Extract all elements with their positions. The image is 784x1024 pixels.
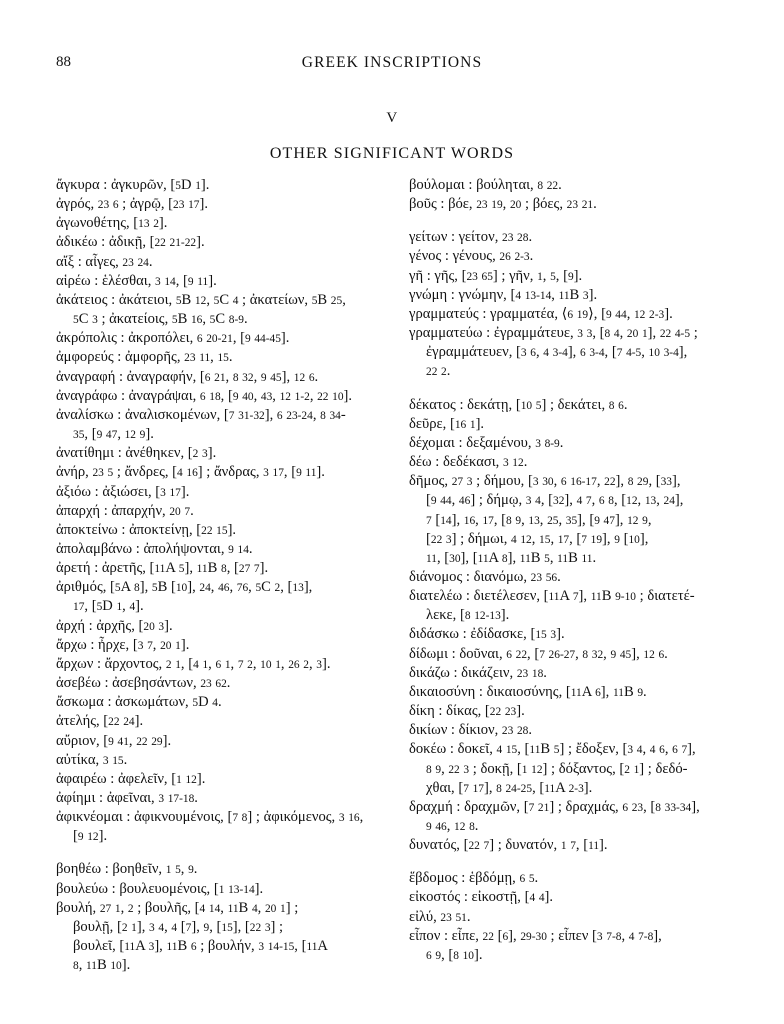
index-entry-line: γραμματεύω : ἐγραμμάτευε, 3 3, [8 4, 20 1], 22 4-5 ; [409,325,698,342]
index-entry-line: [9 44, 46] ; δήμῳ, 3 4, [32], 4 7, 6 8, [12, 13, 24], [426,492,684,509]
index-entry-line: ἀνατίθημι : ἀνέθηκεν, [2 3]. [56,445,217,462]
index-entry-line: ἀκρόπολις : ἀκροπόλει, 6 20-21, [9 44-45]. [56,330,290,347]
entry-group-gap [56,846,375,860]
index-entry-line: ἀφαιρέω : ἀφελεῖν, [1 12]. [56,770,206,787]
index-entry-line: ἀτελής, [22 24]. [56,713,144,730]
index-entry-line: χθαι, [7 17], 8 24-25, [11A 2-3]. [426,779,593,796]
index-entry [56,368,375,387]
index-entry [409,908,728,927]
right-column [409,176,728,975]
index-entry-line: γένος : γένους, 26 2-3. [409,248,534,265]
index-entry [56,176,375,195]
index-entry-line: δικάζω : δικάζειν, 23 18. [409,664,547,681]
index-entry [409,453,728,472]
index-entry-line: ἀνήρ, 23 5 ; ἄνδρες, [4 16] ; ἄνδρας, 3 17, [9 11]. [56,464,325,481]
index-entry [56,559,375,578]
index-entry-line: αὔριον, [9 41, 22 29]. [56,732,172,749]
index-entry [56,406,375,444]
index-entry-line: γῆ : γῆς, [23 65] ; γῆν, 1, 5, [9]. [409,267,583,284]
index-entry [409,645,728,664]
index-entry [409,740,728,797]
section-title: OTHER SIGNIFICANT WORDS [269,145,515,162]
index-entry-line: δοκέω : δοκεῖ, 4 15, [11B 5] ; ἔδοξεν, [3 4, 4 6, 6 7], [409,741,696,758]
index-entry-line: ἀμφορεύς : ἀμφορῆς, 23 11, 15. [56,349,233,366]
index-entry [409,587,728,625]
index-entry-line: δῆμος, 27 3 ; δήμου, [3 30, 6 16-17, 22], 8 29, [33], [409,473,681,490]
index-entry [56,444,375,463]
left-column [56,176,375,975]
index-entry [56,880,375,899]
index-entry-line: ἀγωνοθέτης, [13 2]. [56,215,168,232]
index-entry [409,869,728,888]
index-entry-line: δικίων : δίκιον, 23 28. [409,722,533,739]
index-entry [56,732,375,751]
index-entry-line: δραχμή : δραχμῶν, [7 21] ; δραχμάς, 6 23, [8 33-34], [409,798,700,815]
index-entry [56,674,375,693]
index-entry-line: ἄγκυρα : ἀγκυρῶν, [5D 1]. [56,177,210,193]
index-entry [56,195,375,214]
index-entry [409,434,728,453]
index-entry-line: ἀγρός, 23 6 ; ἀγρῷ, [23 17]. [56,196,208,213]
index-entry-line: ἀρχή : ἀρχῆς, [20 3]. [56,617,173,634]
index-columns [56,176,728,975]
index-entry [409,927,728,965]
index-entry-line: βουλῇ, [2 1], 3 4, 4 [7], 9, [15], [22 3] ; [73,918,284,935]
index-entry-line: βοῦς : βόε, 23 19, 20 ; βόες, 23 21. [409,196,597,213]
index-entry-line: 8, 11B 10]. [73,957,131,974]
index-entry-line: ἀκάτειος : ἀκάτειοι, 5B 12, 5C 4 ; ἀκατείων, 5B 25, [56,291,346,308]
index-entry-line: ἄσκωμα : ἀσκωμάτων, 5D 4. [56,694,222,711]
index-entry [56,253,375,272]
index-entry-line: διάνομος : διανόμω, 23 56. [409,568,561,585]
index-entry [409,176,728,195]
index-entry [56,751,375,770]
index-entry-line: ἀποκτείνω : ἀποκτείνῃ, [22 15]. [56,521,237,538]
index-entry [409,472,728,568]
index-entry [56,329,375,348]
entry-group-gap [409,214,728,228]
index-entry-line: βοηθέω : βοηθεῖν, 1 5, 9. [56,861,198,878]
index-entry [409,228,728,247]
index-entry [409,195,728,214]
index-entry [409,625,728,644]
index-entry-line: δίδωμι : δοῦναι, 6 22, [7 26-27, 8 32, 9 45], 12 6. [409,645,668,662]
index-entry-line: βούλομαι : βούληται, 8 22. [409,177,562,193]
index-entry [409,702,728,721]
index-entry [409,396,728,415]
running-head [56,54,728,74]
index-entry [409,683,728,702]
index-entry-line: βουλεῖ, [11A 3], 11B 6 ; βουλήν, 3 14-15, [11A [73,938,328,955]
index-entry-line: 9 46, 12 8. [426,818,479,834]
index-entry-line: εἶπον : εἶπε, 22 [6], 29-30 ; εἶπεν [3 7-8, 4 7-8], [409,927,662,944]
index-entry-line: βουλεύω : βουλευομένοις, [1 13-14]. [56,880,264,897]
index-entry-line: ἄρχων : ἄρχοντος, 2 1, [4 1, 6 1, 7 2, 10 1, 26 2, 3]. [56,655,331,672]
index-entry-line: [22 3] ; δήμωι, 4 12, 15, 17, [7 19], 9 [10], [426,530,649,547]
index-entry [56,521,375,540]
index-entry [56,463,375,482]
index-entry [56,899,375,976]
index-entry [409,664,728,683]
index-entry-line: γνώμη : γνώμην, [4 13-14, 11B 3]. [409,286,598,303]
index-entry-line: ἀρετή : ἀρετῆς, [11A 5], 11B 8, [27 7]. [56,560,269,577]
index-entry [56,483,375,502]
index-entry [56,712,375,731]
index-entry [409,888,728,907]
index-entry [56,502,375,521]
index-entry-line: δέκατος : δεκάτῃ, [10 5] ; δεκάτει, 8 6. [409,396,628,413]
index-entry-line: δέχομαι : δεξαμένου, 3 8-9. [409,434,564,451]
index-entry-line: αἱρέω : ἑλέσθαι, 3 14, [9 11]. [56,272,217,289]
index-entry-line: εἰκοστός : εἰκοστῇ, [4 4]. [409,889,554,906]
index-entry-line: γραμματεύς : γραμματέα, ⟨6 19⟩, [9 44, 12 2-3]. [409,305,673,322]
index-entry-line: ἀφίημι : ἀφεῖναι, 3 17-18. [56,790,198,806]
index-entry-line: εἰλύ, 23 51. [409,908,471,925]
index-entry [56,636,375,655]
index-entry-line: δικαιοσύνη : δικαιοσύνης, [11A 6], 11B 9. [409,683,647,700]
index-entry [56,770,375,789]
index-entry-line: 6 9, [8 10]. [426,946,483,963]
index-entry [409,721,728,740]
index-entry [56,291,375,329]
index-entry [56,272,375,291]
index-entry-line: ἀναγράφω : ἀναγράψαι, 6 18, [9 40, 43, 12 1-2, 22 10]. [56,387,353,404]
index-entry-line: ἀσεβέω : ἀσεβησάντων, 23 62. [56,675,231,692]
index-entry-line: διατελέω : διετέλεσεν, [11A 7], 11B 9-10 ; διατετέ- [409,588,695,605]
index-entry-line: ἀναλίσκω : ἀναλισκομένων, [7 31-32], 6 23-24, 8 34- [56,406,346,423]
index-entry [56,540,375,559]
index-entry-line: ἀπολαμβάνω : ἀπολήψονται, 9 14. [56,540,253,557]
entry-group-gap [409,382,728,396]
index-entry-line: δέω : δεδέκασι, 3 12. [409,454,528,471]
index-entry [409,836,728,855]
index-entry [56,387,375,406]
index-entry [56,860,375,879]
section-number: V [386,110,398,126]
index-entry [409,305,728,324]
index-entry-line: ἀφικνέομαι : ἀφικνουμένοις, [7 8] ; ἀφικόμενος, 3 16, [56,809,364,826]
index-entry-line: ἀναγραφή : ἀναγραφήν, [6 21, 8 32, 9 45], 12 6. [56,368,319,385]
page-folio: 88 [56,54,71,70]
index-entry [56,214,375,233]
index-entry-line: 11, [30], [11A 8], 11B 5, 11B 11. [426,549,597,566]
index-entry [409,247,728,266]
index-entry-line: 17, [5D 1, 4]. [73,598,144,615]
index-entry-line: διδάσκω : ἐδίδασκε, [15 3]. [409,626,565,643]
entry-group-gap [409,855,728,869]
index-entry-line: ἀριθμός, [5A 8], 5B [10], 24, 46, 76, 5C 2, [13], [56,579,313,596]
index-entry [56,578,375,616]
running-head-title: GREEK INSCRIPTIONS [301,54,483,71]
index-entry [56,655,375,674]
index-entry-line: 22 2. [426,363,451,380]
index-entry [409,798,728,836]
index-entry [56,808,375,846]
index-entry [56,617,375,636]
index-entry-line: 5C 3 ; ἀκατείοις, 5B 16, 5C 8-9. [73,311,248,328]
index-entry-line: ἐγραμμάτευεν, [3 6, 4 3-4], 6 3-4, [7 4-5, 10 3-4], [426,344,688,361]
index-entry-line: 35, [9 47, 12 9]. [73,426,154,443]
index-entry-line: ἕβδομος : ἑβδόμῃ, 6 5. [409,870,539,887]
index-entry [56,348,375,367]
index-entry [409,324,728,381]
index-entry-line: ἄρχω : ἦρχε, [3 7, 20 1]. [56,636,190,653]
index-entry [56,789,375,808]
index-entry-line: 7 [14], 16, 17, [8 9, 13, 25, 35], [9 47], 12 9, [426,511,652,528]
index-entry-line: λεκε, [8 12-13]. [426,607,510,624]
index-entry-line: [9 12]. [73,828,108,845]
index-entry-line: ἀπαρχή : ἀπαρχήν, 20 7. [56,502,194,519]
index-entry [409,286,728,305]
index-entry-line: δεῦρε, [16 1]. [409,415,485,432]
index-entry-line: δυνατός, [22 7] ; δυνατόν, 1 7, [11]. [409,837,608,854]
index-entry-line: ἀδικέω : ἀδικῇ, [22 21-22]. [56,234,205,251]
index-entry [409,568,728,587]
index-entry [56,233,375,252]
index-entry-line: βουλή, 27 1, 2 ; βουλῆς, [4 14, 11B 4, 20 1] ; [56,899,299,916]
index-entry [409,267,728,286]
index-entry [56,693,375,712]
index-entry-line: γείτων : γείτον, 23 28. [409,229,533,246]
index-entry [409,415,728,434]
index-entry-line: ἀξιόω : ἀξιώσει, [3 17]. [56,483,190,500]
index-entry-line: δίκη : δίκας, [22 23]. [409,703,525,720]
index-entry-line: 8 9, 22 3 ; δοκῇ, [1 12] ; δόξαντος, [2 1] ; δεδό- [426,760,688,777]
index-entry-line: αἴξ : αἶγες, 23 24. [56,253,153,270]
index-entry-line: αὐτίκα, 3 15. [56,751,128,768]
